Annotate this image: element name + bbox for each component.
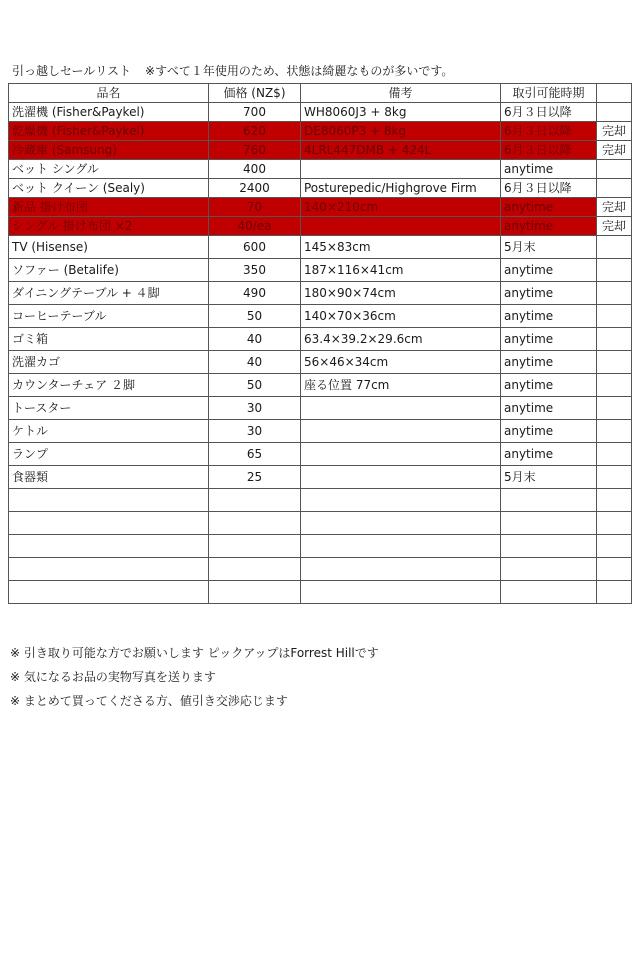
header-name: 品名: [9, 84, 209, 103]
table-header-row: [9, 84, 632, 103]
item-period-cell: anytime: [501, 282, 597, 305]
footnote-photos: ※ 気になるお品の実物写真を送ります: [10, 670, 216, 684]
empty-row: [9, 489, 632, 512]
item-price-cell: 2400: [209, 179, 301, 198]
item-name-cell: ソファー (Betalife): [9, 259, 209, 282]
item-period-cell: anytime: [501, 443, 597, 466]
table-row: [9, 466, 632, 489]
item-status-cell: 完却: [597, 198, 632, 217]
item-status-cell: [597, 236, 632, 259]
item-status-cell: [597, 328, 632, 351]
empty-cell: [501, 512, 597, 535]
item-remark-cell: 56×46×34cm: [301, 351, 501, 374]
item-status-cell: [597, 305, 632, 328]
item-price-cell: 65: [209, 443, 301, 466]
item-remark-cell: [301, 443, 501, 466]
item-name-cell: 冷蔵庫 (Samsung): [9, 141, 209, 160]
item-name-cell: ダイニングテーブル + ４脚: [9, 282, 209, 305]
empty-cell: [597, 581, 632, 604]
item-period-cell: 6月３日以降: [501, 103, 597, 122]
item-period-cell: 5月末: [501, 236, 597, 259]
footnotes: [10, 641, 379, 713]
item-price-cell: 700: [209, 103, 301, 122]
item-status-cell: [597, 374, 632, 397]
item-period-cell: anytime: [501, 198, 597, 217]
empty-cell: [301, 535, 501, 558]
table-row: [9, 179, 632, 198]
header-remark: 備考: [301, 84, 501, 103]
item-price-cell: 490: [209, 282, 301, 305]
item-price-cell: 50: [209, 305, 301, 328]
item-price-cell: 350: [209, 259, 301, 282]
item-name-cell: ベット シングル: [9, 160, 209, 179]
item-price-cell: 30: [209, 420, 301, 443]
item-status-cell: [597, 397, 632, 420]
item-remark-cell: [301, 420, 501, 443]
empty-cell: [597, 535, 632, 558]
sale-table: [8, 83, 632, 604]
empty-row: [9, 535, 632, 558]
empty-cell: [301, 512, 501, 535]
table-row: [9, 420, 632, 443]
footnote-pickup: ※ 引き取り可能な方でお願いします ピックアップはForrest Hillです: [10, 646, 379, 660]
table-row: [9, 217, 632, 236]
item-remark-cell: WH8060J3 + 8kg: [301, 103, 501, 122]
footnote-discount: ※ まとめて買ってくださる方、値引き交渉応じます: [10, 694, 288, 708]
item-price-cell: 40: [209, 328, 301, 351]
item-remark-cell: [301, 397, 501, 420]
item-price-cell: 400: [209, 160, 301, 179]
empty-cell: [9, 535, 209, 558]
item-status-cell: 完却: [597, 122, 632, 141]
table-row: [9, 198, 632, 217]
item-status-cell: [597, 160, 632, 179]
item-price-cell: 40/ea: [209, 217, 301, 236]
item-price-cell: 25: [209, 466, 301, 489]
item-period-cell: 6月３日以降: [501, 122, 597, 141]
page-title: [12, 62, 453, 79]
empty-cell: [301, 489, 501, 512]
item-price-cell: 40: [209, 351, 301, 374]
empty-cell: [597, 489, 632, 512]
item-remark-cell: 座る位置 77cm: [301, 374, 501, 397]
item-price-cell: 760: [209, 141, 301, 160]
item-status-cell: [597, 420, 632, 443]
item-name-cell: 乾燥機 (Fisher&Paykel): [9, 122, 209, 141]
item-name-cell: ゴミ箱: [9, 328, 209, 351]
header-status: [597, 84, 632, 103]
item-status-cell: [597, 443, 632, 466]
item-price-cell: 620: [209, 122, 301, 141]
empty-cell: [209, 489, 301, 512]
item-remark-cell: Posturepedic/Highgrove Firm: [301, 179, 501, 198]
table-row: [9, 305, 632, 328]
item-status-cell: [597, 466, 632, 489]
item-name-cell: TV (Hisense): [9, 236, 209, 259]
empty-cell: [501, 581, 597, 604]
header-price: 価格 (NZ$): [209, 84, 301, 103]
empty-cell: [9, 512, 209, 535]
table-row: [9, 328, 632, 351]
item-status-cell: [597, 351, 632, 374]
item-price-cell: 50: [209, 374, 301, 397]
item-status-cell: [597, 103, 632, 122]
empty-cell: [209, 558, 301, 581]
item-remark-cell: 140×70×36cm: [301, 305, 501, 328]
table-row: [9, 141, 632, 160]
item-period-cell: anytime: [501, 397, 597, 420]
item-price-cell: 600: [209, 236, 301, 259]
item-remark-cell: 145×83cm: [301, 236, 501, 259]
item-price-cell: 30: [209, 397, 301, 420]
item-name-cell: 食器類: [9, 466, 209, 489]
item-remark-cell: DE8060P3 + 8kg: [301, 122, 501, 141]
item-status-cell: 完却: [597, 141, 632, 160]
item-name-cell: ケトル: [9, 420, 209, 443]
item-name-cell: ベット クイーン (Sealy): [9, 179, 209, 198]
table-row: [9, 374, 632, 397]
table-row: [9, 397, 632, 420]
table-row: [9, 236, 632, 259]
item-remark-cell: 180×90×74cm: [301, 282, 501, 305]
empty-row: [9, 512, 632, 535]
item-status-cell: [597, 259, 632, 282]
item-period-cell: 5月末: [501, 466, 597, 489]
empty-cell: [209, 535, 301, 558]
item-period-cell: anytime: [501, 217, 597, 236]
item-period-cell: anytime: [501, 351, 597, 374]
item-name-cell: ランプ: [9, 443, 209, 466]
empty-cell: [501, 489, 597, 512]
item-name-cell: コーヒーテーブル: [9, 305, 209, 328]
item-name-cell: 新品 掛け布団: [9, 198, 209, 217]
table-row: [9, 122, 632, 141]
item-period-cell: 6月３日以降: [501, 179, 597, 198]
item-period-cell: anytime: [501, 328, 597, 351]
item-name-cell: カウンターチェア ２脚: [9, 374, 209, 397]
item-price-cell: 70: [209, 198, 301, 217]
item-status-cell: 完却: [597, 217, 632, 236]
empty-cell: [209, 581, 301, 604]
table-row: [9, 259, 632, 282]
empty-row: [9, 581, 632, 604]
item-remark-cell: 63.4×39.2×29.6cm: [301, 328, 501, 351]
empty-cell: [9, 558, 209, 581]
item-name-cell: シングル 掛け布団 ×2: [9, 217, 209, 236]
table-row: [9, 160, 632, 179]
table-row: [9, 282, 632, 305]
table-body: [9, 103, 632, 604]
item-name-cell: トースター: [9, 397, 209, 420]
title-note: ※すべて１年使用のため、状態は綺麗なものが多いです。: [145, 64, 454, 78]
item-name-cell: 洗濯カゴ: [9, 351, 209, 374]
empty-row: [9, 558, 632, 581]
item-remark-cell: 4LRL447DMB + 424L: [301, 141, 501, 160]
empty-cell: [501, 558, 597, 581]
item-remark-cell: [301, 217, 501, 236]
table-row: [9, 351, 632, 374]
item-name-cell: 洗濯機 (Fisher&Paykel): [9, 103, 209, 122]
item-period-cell: anytime: [501, 305, 597, 328]
item-remark-cell: 140×210cm: [301, 198, 501, 217]
item-period-cell: anytime: [501, 374, 597, 397]
item-remark-cell: 187×116×41cm: [301, 259, 501, 282]
empty-cell: [597, 512, 632, 535]
empty-cell: [597, 558, 632, 581]
item-period-cell: anytime: [501, 160, 597, 179]
item-status-cell: [597, 179, 632, 198]
empty-cell: [501, 535, 597, 558]
empty-cell: [9, 581, 209, 604]
item-period-cell: anytime: [501, 259, 597, 282]
empty-cell: [9, 489, 209, 512]
empty-cell: [301, 581, 501, 604]
empty-cell: [209, 512, 301, 535]
item-period-cell: anytime: [501, 420, 597, 443]
table-row: [9, 103, 632, 122]
header-period: 取引可能時期: [501, 84, 597, 103]
item-remark-cell: [301, 160, 501, 179]
item-remark-cell: [301, 466, 501, 489]
title-text: 引っ越しセールリスト: [12, 64, 132, 78]
item-period-cell: 6月３日以降: [501, 141, 597, 160]
empty-cell: [301, 558, 501, 581]
table-row: [9, 443, 632, 466]
item-status-cell: [597, 282, 632, 305]
